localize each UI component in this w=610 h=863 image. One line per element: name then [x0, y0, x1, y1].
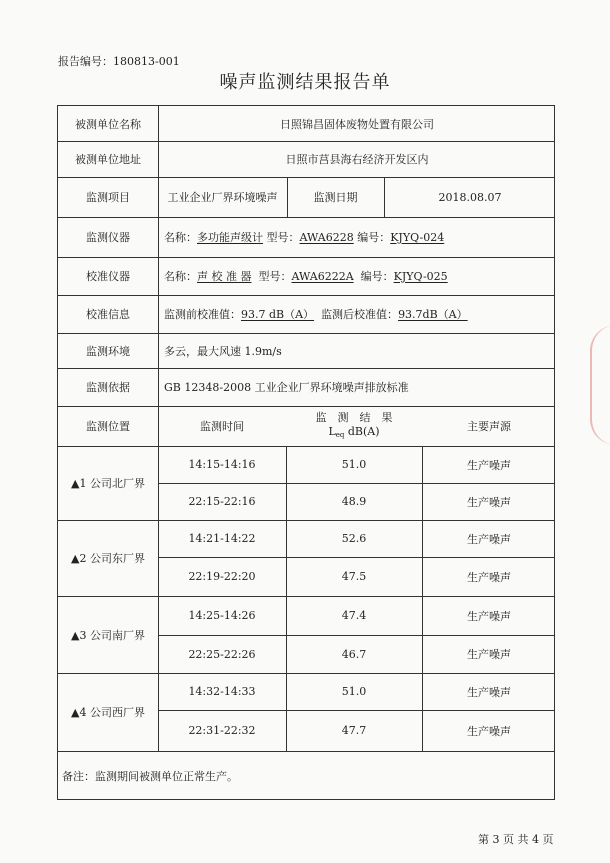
position-south: ▲3 公司南厂界	[71, 628, 145, 642]
value-cell: 48.9	[341, 495, 367, 508]
source-cell: 生产噪声	[467, 458, 511, 472]
calibrator-info: 名称： 声 校 准 器 型号： AWA6222A 编号： KJYQ-025	[164, 269, 448, 283]
value-cell: 47.5	[341, 570, 367, 583]
seal-stamp-fragment	[590, 325, 610, 445]
source-cell: 生产噪声	[467, 724, 511, 738]
col-time-header: 监测时间	[200, 420, 244, 433]
env-value: 多云，最大风速 1.9m/s	[164, 344, 282, 358]
basis-label: 监测依据	[86, 381, 130, 394]
col-source-header: 主要声源	[467, 420, 511, 433]
calib-info-label: 校准信息	[86, 308, 130, 321]
source-cell: 生产噪声	[467, 685, 511, 699]
position-east: ▲2 公司东厂界	[71, 552, 145, 565]
instrument-label: 监测仪器	[86, 231, 130, 244]
col-result-header: 监 测 结 果 $L_{eq}$ dB(A)	[315, 410, 393, 439]
unit-name-label: 被测单位名称	[75, 117, 141, 131]
col-position-header: 监测位置	[86, 420, 130, 433]
time-cell: 22:31-22:32	[188, 724, 256, 737]
time-cell: 22:25-22:26	[188, 647, 256, 661]
unit-name: 日照锦昌固体废物处置有限公司	[280, 117, 434, 131]
source-cell: 生产噪声	[467, 532, 511, 546]
date-label: 监测日期	[313, 191, 358, 204]
source-cell: 生产噪声	[467, 570, 511, 584]
remarks: 备注：监测期间被测单位正常生产。	[62, 770, 238, 783]
time-cell: 14:15-14:16	[188, 458, 256, 471]
value-cell: 51.0	[341, 458, 367, 471]
basis-value: GB 12348-2008 工业企业厂界环境噪声排放标准	[164, 381, 409, 394]
unit-addr: 日照市莒县海右经济开发区内	[285, 153, 429, 166]
unit-addr-label: 被测单位地址	[75, 153, 141, 166]
value-cell: 47.4	[341, 609, 367, 622]
report-number: 报告编号：180813-001	[58, 55, 180, 68]
source-cell: 生产噪声	[467, 609, 511, 623]
position-north: ▲1 公司北厂界	[71, 477, 145, 490]
calibrator-label: 校准仪器	[86, 270, 130, 283]
calib-info: 监测前校准值： 93.7 dB（A） 监测后校准值： 93.7dB（A）	[164, 308, 468, 321]
source-cell: 生产噪声	[467, 495, 511, 509]
page-title: 噪声监测结果报告单	[219, 72, 391, 93]
time-cell: 14:21-14:22	[188, 532, 256, 545]
instrument-info: 名称： 多功能声级计 型号： AWA6228 编号： KJYQ-024	[164, 230, 445, 244]
value-cell: 52.6	[341, 532, 367, 545]
date-value: 2018.08.07	[438, 190, 502, 204]
env-label: 监测环境	[86, 344, 130, 358]
report-table	[57, 105, 555, 800]
time-cell: 22:15-22:16	[188, 495, 256, 508]
value-cell: 47.7	[341, 724, 367, 737]
source-cell: 生产噪声	[467, 648, 511, 661]
time-cell: 14:25-14:26	[188, 609, 256, 622]
time-cell: 14:32-14:33	[188, 685, 256, 698]
value-cell: 51.0	[341, 685, 367, 698]
page-number: 第 3 页 共 4 页	[478, 833, 554, 846]
item-label: 监测项目	[86, 191, 130, 204]
value-cell: 46.7	[341, 647, 367, 661]
time-cell: 22:19-22:20	[188, 570, 256, 583]
item-value: 工业企业厂界环境噪声	[167, 191, 278, 204]
position-west: ▲4 公司西厂界	[71, 706, 145, 719]
